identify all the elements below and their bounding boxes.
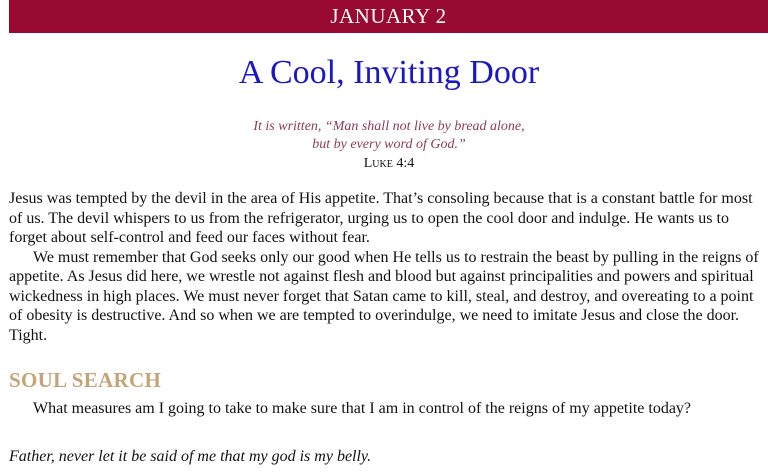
closing-prayer: Father, never let it be said of me that my god is my belly.: [9, 448, 372, 465]
body-paragraph-1: Jesus was tempted by the devil in the area of His appetite. That’s consoling because that is a constant battle for most of us. The devil whispers to us from the refrigerator, urging us to open the cool door and indulge. He wants us to forget about self-control and feed our faces without fear.: [9, 190, 753, 246]
page-title: A Cool, Inviting Door: [238, 54, 540, 91]
soul-search-heading: SOUL SEARCH: [9, 368, 162, 392]
scripture-quote: [0, 118, 768, 154]
soul-search-question: What measures am I going to take to make sure that I am in control of the reigns of my appetite today?: [33, 400, 692, 417]
body-paragraph-2: We must remember that God seeks only our good when He tells us to restrain the beast by pulling in the reigns of appetite. As Jesus did here, we wrestle not against flesh and blood but against principalities and powers and spiritual wickedness in high places. We must never forget that Satan came to kill, steal, and destroy, and overeating to a point of obesity is destructive. And so when we are tempted to overindulge, we need to imitate Jesus and close the door. Tight.: [9, 248, 759, 344]
date-label: JANUARY 2: [330, 4, 447, 28]
date-banner: [9, 0, 768, 33]
scripture-reference: Luke 4:4: [363, 156, 415, 171]
devotional-body: [9, 189, 766, 345]
scripture-line-2: but by every word of God.”: [312, 137, 466, 152]
scripture-line-1: It is written, “Man shall not live by bread alone,: [253, 119, 525, 134]
